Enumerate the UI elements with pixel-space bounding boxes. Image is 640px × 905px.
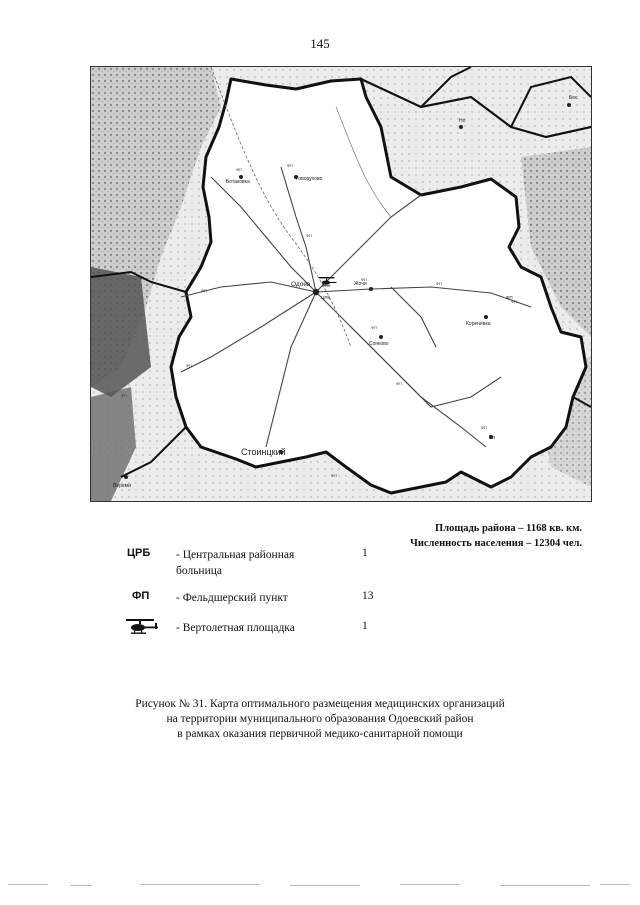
fp-label-8: ФП [396,381,402,386]
fp-label-4: ФП [361,277,367,282]
label-zhochi: Жочи [354,281,367,287]
settlement-korenevka-marker [484,315,488,319]
scan-noise [0,880,640,892]
label-crb: ЦРБ [321,295,331,300]
fp-label-10: ФП [201,288,207,293]
legend-desc-crb: - Центральная районная больница [176,549,295,577]
fp-label-9: ФП [186,363,192,368]
legend-count-crb: 1 [362,547,368,559]
legend-desc-fp: - Фельдшерский пункт [176,592,288,604]
label-botakovka: Ботаковка [226,179,250,185]
page-number: 145 [310,36,330,51]
label-veremi: Вереми [113,483,131,489]
map-canvas [91,67,591,501]
settlement-veremi-marker [124,475,128,479]
district-area: Площадь района – 1168 кв. км. [435,523,582,534]
fp-label-12: ФП [331,473,337,478]
caption-line-3: в рамках оказания первичной медико-санитарной помощи [177,728,463,740]
legend-code-crb: ЦРБ [127,547,151,559]
fp-label-7: ФП [371,325,377,330]
fp-label-11: ФП [481,425,487,430]
label-bo: Бо [489,435,496,441]
label-odoev: Одоев [291,281,311,288]
district-map [90,66,592,502]
label-fp: ФП [506,295,513,300]
fp-label-13: ФП [121,393,127,398]
label-korenevka: Коренёвка [466,321,491,327]
fp-label-5: ФП [436,281,442,286]
fp-label-2: ФП [287,163,293,168]
fp-label-6: ФП [511,299,517,304]
settlement-no-marker [459,125,463,129]
settlement-odoev-marker [313,289,319,295]
legend-count-fp: 13 [362,590,374,602]
label-stoinckiy: Стоинцкий [241,447,286,457]
figure-caption [0,697,640,742]
label-sonkovo: Сонково [369,341,389,347]
caption-line-2: на территории муниципального образования Одоевский район [166,713,474,725]
label-bes: Бес [569,95,578,101]
settlement-bes-marker [567,103,571,107]
fp-label-1: ФП [236,167,242,172]
legend-code-fp: ФП [132,590,150,602]
fp-label-3: ФП [306,233,312,238]
legend-count-helipad: 1 [362,620,368,632]
helicopter-icon [124,618,174,639]
district-population: Численность населения – 12304 чел. [410,538,582,549]
label-govorukhovo: Говорухово [296,176,323,182]
caption-line-1: Рисунок № 31. Карта оптимального размещения медицинских организаций [135,698,505,710]
settlement-zhochi-marker [369,287,373,291]
settlement-sonkovo-marker [379,335,383,339]
legend-desc-helipad: - Вертолетная площадка [176,622,295,634]
label-no: Но [459,118,466,124]
district-stats [410,521,582,551]
